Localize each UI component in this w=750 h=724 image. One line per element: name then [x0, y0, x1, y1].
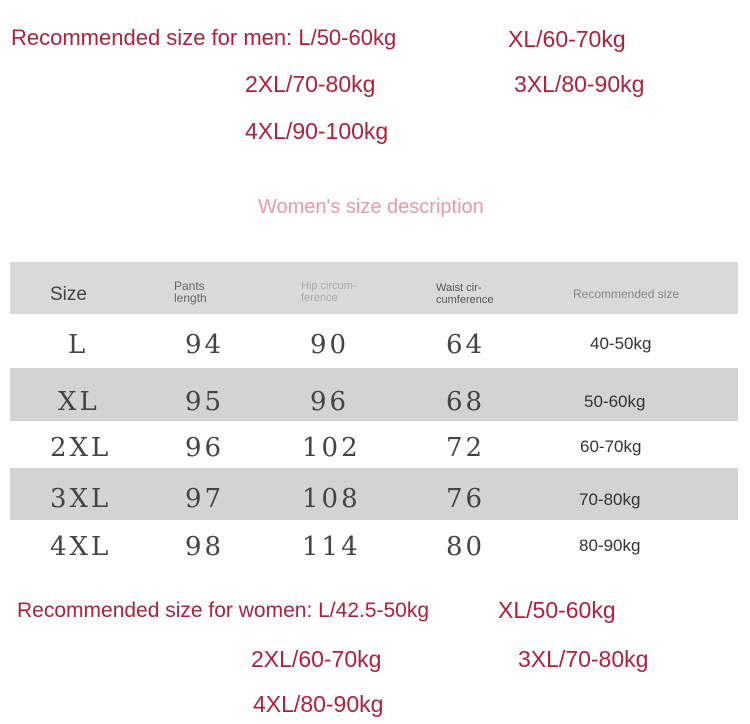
- table-row: [10, 314, 738, 368]
- header-waist-line1: Waist cir-: [436, 282, 482, 294]
- cell-recommended: 50-60kg: [584, 392, 646, 411]
- cell-size: L: [68, 330, 89, 360]
- cell-recommended: 40-50kg: [590, 334, 652, 353]
- cell-waist: 72: [446, 433, 486, 463]
- header-pants-line1: Pants: [174, 279, 205, 293]
- cell-waist: 68: [446, 387, 486, 417]
- men-recommended-xl: XL/60-70kg: [508, 26, 626, 52]
- cell-size: XL: [58, 387, 100, 417]
- cell-recommended: 70-80kg: [579, 490, 641, 509]
- women-recommended-l: Recommended size for women: L/42.5-50kg: [17, 599, 430, 622]
- cell-hip: 90: [310, 330, 350, 360]
- header-hip-line2: ference: [301, 292, 338, 304]
- header-waist: [436, 282, 493, 306]
- cell-size: 3XL: [50, 484, 112, 514]
- table-row: [10, 368, 738, 421]
- men-recommended-l: Recommended size for men: L/50-60kg: [11, 25, 397, 50]
- header-pants-length: [174, 280, 207, 304]
- women-size-title: Women's size description: [258, 196, 484, 218]
- header-waist-line2: cumference: [436, 294, 494, 306]
- cell-hip: 96: [310, 387, 350, 417]
- cell-waist: 64: [446, 330, 486, 360]
- cell-hip: 114: [302, 532, 361, 562]
- header-pants-line2: length: [174, 291, 207, 305]
- cell-waist: 80: [446, 532, 486, 562]
- header-hip-line1: Hip circum-: [301, 280, 357, 292]
- men-recommended-2xl: 2XL/70-80kg: [245, 71, 376, 97]
- table-row: [10, 421, 738, 468]
- cell-pants-length: 94: [185, 330, 225, 360]
- table-row: [10, 468, 738, 520]
- men-recommended-3xl: 3XL/80-90kg: [514, 71, 645, 97]
- header-recommended-size: Recommended size: [573, 287, 680, 301]
- cell-pants-length: 95: [185, 387, 225, 417]
- header-size: Size: [50, 284, 87, 305]
- cell-pants-length: 96: [185, 433, 225, 463]
- cell-recommended: 80-90kg: [579, 536, 641, 555]
- cell-pants-length: 97: [185, 484, 225, 514]
- women-recommended-4xl: 4XL/80-90kg: [253, 691, 384, 717]
- cell-hip: 108: [302, 484, 361, 514]
- size-table: [10, 262, 738, 576]
- women-recommended-3xl: 3XL/70-80kg: [518, 646, 649, 672]
- cell-recommended: 60-70kg: [580, 437, 642, 456]
- header-hip: [301, 280, 357, 304]
- women-recommended-xl: XL/50-60kg: [498, 597, 616, 623]
- cell-size: 2XL: [50, 433, 112, 463]
- women-recommended-2xl: 2XL/60-70kg: [251, 646, 382, 672]
- cell-pants-length: 98: [185, 532, 225, 562]
- men-recommended-4xl: 4XL/90-100kg: [245, 118, 389, 144]
- cell-size: 4XL: [50, 532, 112, 562]
- cell-waist: 76: [446, 484, 486, 514]
- table-header: [10, 262, 738, 314]
- cell-hip: 102: [302, 433, 361, 463]
- table-row: [10, 520, 738, 576]
